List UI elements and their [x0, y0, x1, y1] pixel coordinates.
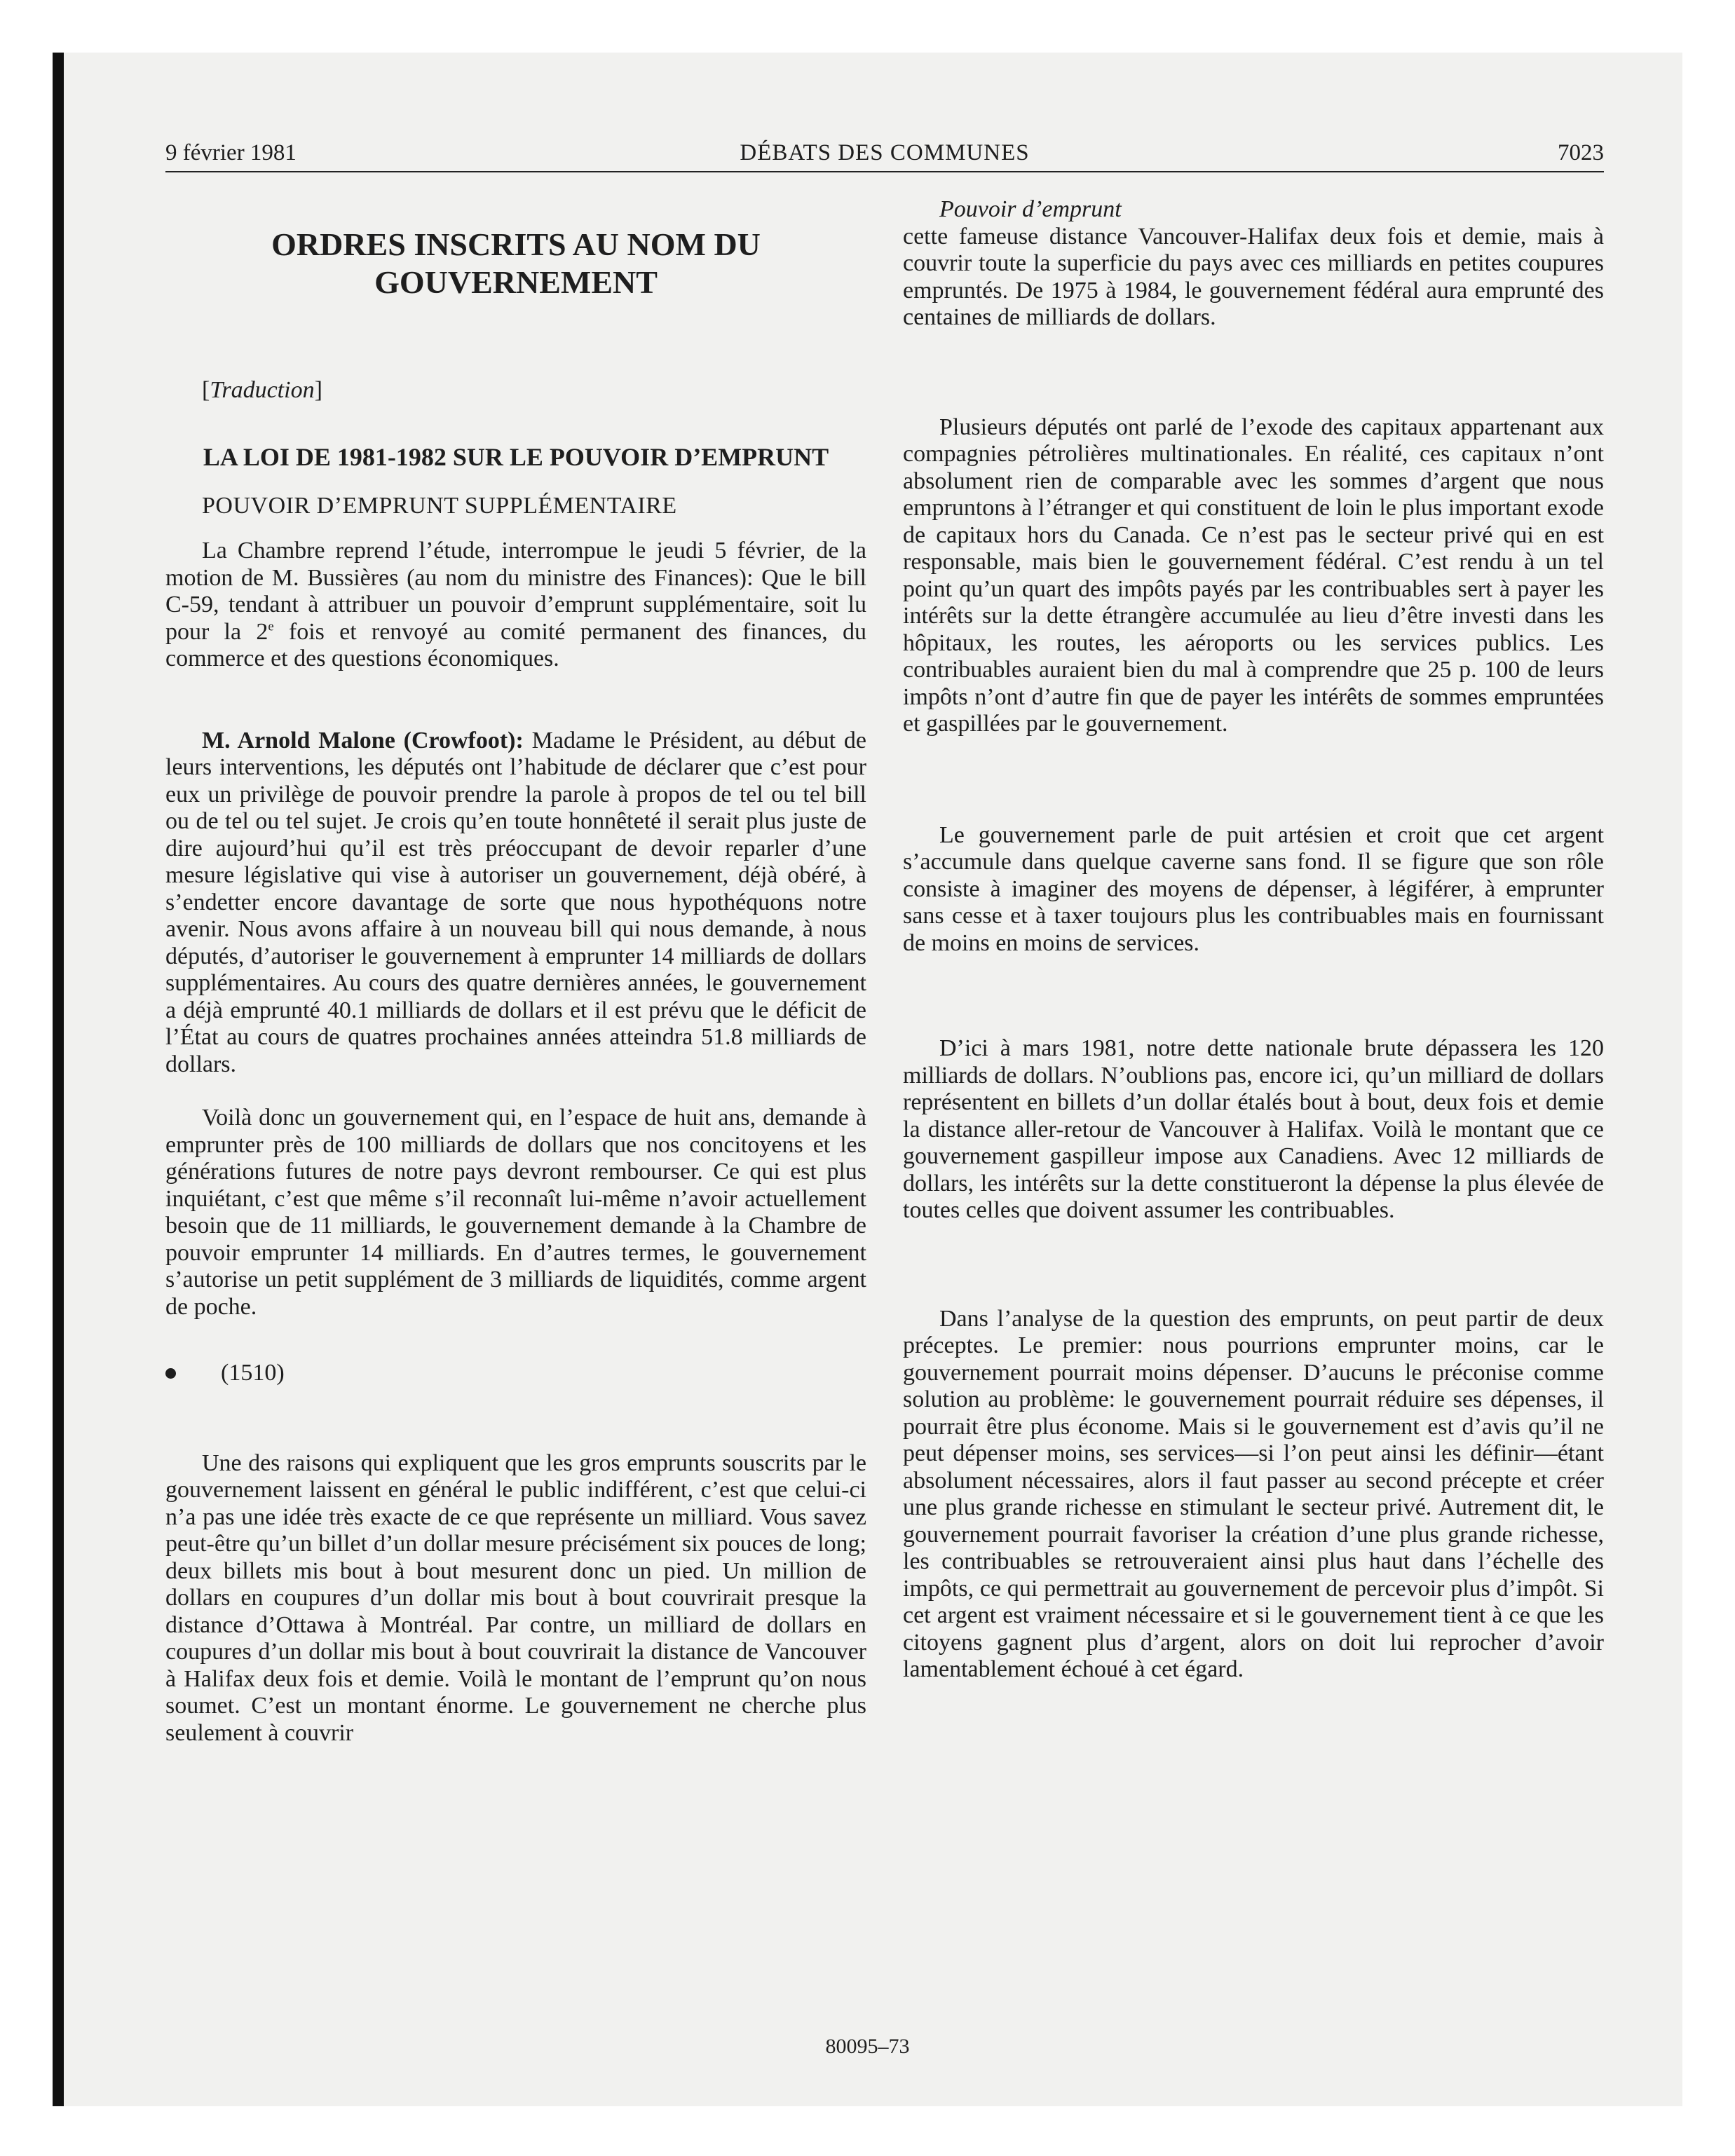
paragraph-right-3: Le gouvernement parle de puit artésien et croit que cet argent s’accumule dans quelque caverne sans fond. Il se figure que son rôle consiste à imaginer des moyens de dépenser, à légiférer, à emprunter sans cesse et à taxer toujours plus les contribuables mais en fournissant de moins en moins de services.	[903, 821, 1604, 956]
time-marker-text: (1510)	[221, 1360, 285, 1386]
binding-edge	[53, 53, 64, 2106]
paragraph-continued: cette fameuse distance Vancouver-Halifax deux fois et demie, mais à couvrir toute la superficie du pays avec ces milliards en petites coupures empruntés. De 1975 à 1984, le gouvernement fédéral aura emprunté des centaines de milliards de dollars.	[903, 223, 1604, 330]
motion-superscript: e	[268, 619, 274, 634]
paragraph-speech-2: Voilà donc un gouvernement qui, en l’espace de huit ans, demande à emprunter près de 100 milliards de dollars que nos concitoyens et les générations futures de notre pays devront rembourser. Ce qui est plus inquiétant, c’est que même s’il reconnaît lui-même n’avoir actuellement besoin que de 11 milliards, le gouvernement demande à la Chambre de pouvoir emprunter 14 milliards. En d’autres termes, le gouvernement s’autorise un petit supplément de 3 milliards de liquidités, comme argent de poche.	[165, 1105, 866, 1320]
paragraph-speech-1	[165, 728, 866, 1079]
header-title: DÉBATS DES COMMUNES	[740, 140, 1030, 165]
section-title: ORDRES INSCRITS AU NOM DU GOUVERNEMENT	[271, 226, 761, 300]
paragraph-speech-3: Une des raisons qui expliquent que les gros emprunts souscrits par le gouvernement laissent en général le public indifférent, c’est que celui-ci n’a pas une idée très exacte de ce que représente un milliard. Vous savez peut-être qu’un billet d’un dollar mesure précisément six pouces de long; deux billets mis bout à bout mesurent donc un pied. Un million de dollars en coupures d’un dollar mis bout à bout couvrirait presque la distance d’Ottawa à Montréal. Par contre, un milliard de dollars en coupures d’un dollar mis bout à bout couvrirait la distance de Vancouver à Halifax deux fois et demie. Voilà le montant de l’emprunt qu’on nous soumet. C’est un montant énorme. Le gouvernement ne cherche plus seulement à couvrir	[165, 1449, 866, 1746]
header-date: 9 février 1981	[165, 140, 297, 165]
time-marker	[165, 1360, 866, 1387]
translation-note-text: Traduction	[210, 377, 315, 403]
motion-text-start: La Chambre reprend l’étude, interrompue le jeudi 5 février, de la motion de M. Bussières (au nom du ministre des Finances): Que le bill C-59, tendant à attribuer un pouvoir d’emprunt supplémentaire, soit lu pour la 2	[165, 538, 866, 645]
left-column	[165, 226, 866, 1747]
page-header	[165, 140, 1604, 171]
paragraph-right-5: Dans l’analyse de la question des emprunts, on peut partir de deux préceptes. Le premier: nous pourrions emprunter moins, car le gouvernement pourrait moins dépenser. D’aucuns le préconise comme solution au problème: le gouvernement pourrait réduire ses dépenses, il pourrait être plus économe. Mais si le gouvernement est d’avis qu’il ne peut dépenser moins, ses services—si l’on peut ainsi les définir—étant absolument nécessaires, alors il faut passer au second précepte et créer une plus grande richesse en stimulant le secteur privé. Autrement dit, le gouvernement pourrait favoriser la création d’une plus grande richesse, les contribuables se retrouveraient ainsi plus haut dans l’échelle des impôts, ce qui permettrait au gouvernement de percevoir plus d’impôt. Si cet argent est vraiment nécessaire et si le gouvernement tient à ce que les citoyens gagnent plus d’argent, alors on doit lui reprocher d’avoir lamentablement échoué à cet égard.	[903, 1305, 1604, 1682]
speech-1-text: Madame le Président, au début de leurs interventions, les députés ont l’habitude de déclarer que c’est pour eux un privilège de pouvoir prendre la parole à propos de tel ou tel bill ou de tel ou tel sujet. Je crois qu’en toute honnêteté il serait plus juste de dire aujourd’hui qu’il est très préoccupant de devoir reparler d’une mesure législative qui vise à autoriser un gouvernement, déjà obéré, à s’endetter encore davantage de sorte que nous hypothéquons notre avenir. Nous avons affaire à un nouveau bill qui nous demande, à nous députés, d’autoriser le gouvernement à emprunter 14 milliards de dollars supplémentaires. Au cours des quatre dernières années, le gouvernement a déjà emprunté 40.1 milliards de dollars et il est prévu que le déficit de l’État au cours de quatres prochaines années atteindra 51.8 milliards de dollars.	[165, 727, 866, 1077]
bullet-icon	[165, 1368, 176, 1379]
header-page-number: 7023	[1558, 140, 1604, 165]
running-head: Pouvoir d’emprunt	[939, 196, 1122, 222]
header-rule	[165, 171, 1604, 172]
page-footer-code: 80095–73	[825, 2035, 910, 2058]
bill-subtitle: POUVOIR D’EMPRUNT SUPPLÉMENTAIRE	[202, 492, 677, 519]
motion-text-end: fois et renvoyé au comité permanent des finances, du commerce et des questions économiques.	[165, 618, 867, 671]
paragraph-motion	[165, 538, 866, 673]
translation-note: [Traduction]	[202, 377, 322, 403]
paragraph-right-2: Plusieurs députés ont parlé de l’exode des capitaux appartenant aux compagnies pétrolières multinationales. En réalité, ces capitaux n’ont absolument rien de comparable avec les sommes d’argent que nous empruntons à l’étranger et qui constituent de loin le plus important exode de capitaux hors du Canada. Ce n’est pas le secteur privé qui en est responsable, mais bien le gouvernement fédéral. C’est rendu à un tel point qu’un quart des impôts payés par les contribuables sert à payer les intérêts sur la dette étrangère accumulée au lieu d’être investi dans les hôpitaux, les routes, les aéroports ou les services publics. Les contribuables auraient bien du mal à comprendre que 25 p. 100 de leurs impôts n’ont d’autre fin que de payer les intérêts de sommes empruntées et gaspillées par le gouvernement.	[903, 414, 1604, 737]
bill-title: LA LOI DE 1981-1982 SUR LE POUVOIR D’EMPRUNT	[203, 442, 829, 471]
speaker-name: M. Arnold Malone (Crowfoot):	[202, 727, 524, 753]
right-column	[903, 196, 1604, 1684]
paragraph-right-4: D’ici à mars 1981, notre dette nationale brute dépassera les 120 milliards de dollars. N’oublions pas, encore ici, qu’un milliard de dollars représentent en billets d’un dollar étalés bout à bout, deux fois et demie la distance aller-retour de Vancouver à Halifax. Voilà le montant que ce gouvernement gaspilleur impose aux Canadiens. Avec 12 milliards de dollars, les intérêts sur la dette constitueront la dépense la plus élevée de toutes celles que doivent assumer les contribuables.	[903, 1035, 1604, 1223]
